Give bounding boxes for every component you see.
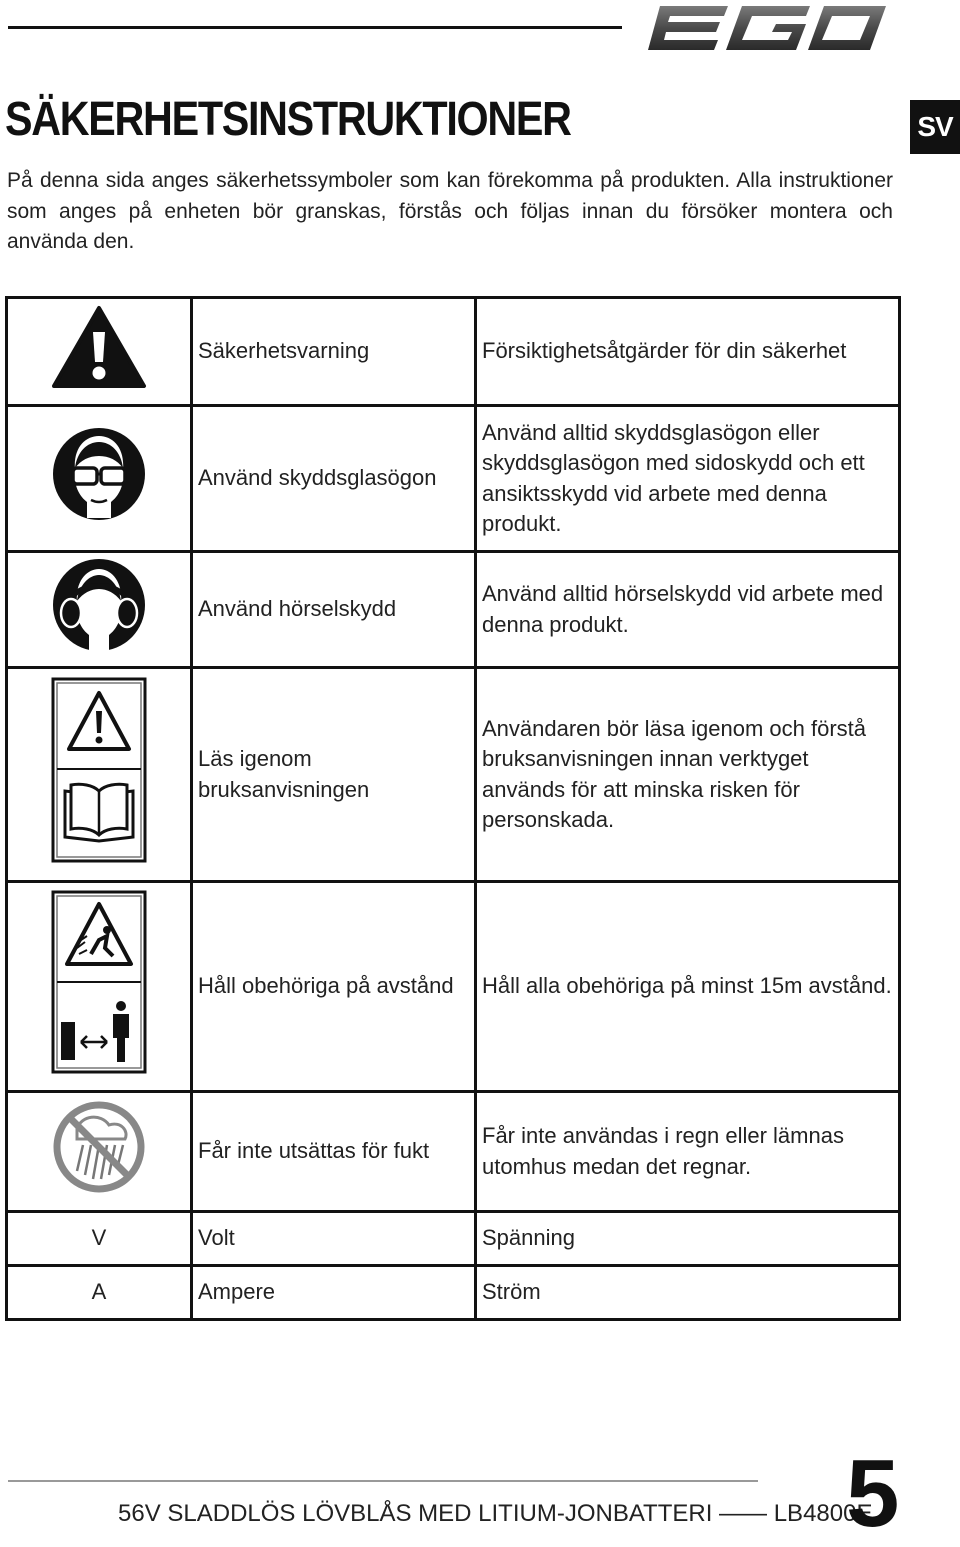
- table-cell-icon: [7, 298, 192, 406]
- warning-triangle-icon: [51, 304, 147, 390]
- page-title: SÄKERHETSINSTRUKTIONER: [5, 93, 571, 146]
- table-cell-icon: [7, 552, 192, 668]
- hearing-protection-icon: [51, 557, 147, 653]
- no-rain-icon: [51, 1099, 147, 1195]
- table-row: [7, 1266, 900, 1320]
- symbol-description: Spänning: [476, 1212, 900, 1266]
- safety-glasses-icon: [51, 426, 147, 522]
- table-cell-icon: [7, 882, 192, 1092]
- unit-symbol: V: [7, 1212, 192, 1266]
- symbol-name: Säkerhetsvarning: [192, 298, 476, 406]
- symbol-name: Volt: [192, 1212, 476, 1266]
- table-row: [7, 552, 900, 668]
- table-row: [7, 298, 900, 406]
- symbol-description: Får inte användas i regn eller lämnas utomhus medan det regnar.: [476, 1092, 900, 1212]
- keep-bystanders-away-icon: [51, 890, 147, 1074]
- symbol-name: Läs igenom bruksanvisningen: [192, 668, 476, 882]
- table-cell-icon: [7, 1092, 192, 1212]
- symbol-description: Håll alla obehöriga på minst 15m avstånd.: [476, 882, 900, 1092]
- symbol-description: Använd alltid hörselskydd vid arbete med denna produkt.: [476, 552, 900, 668]
- symbol-description: Använd alltid skyddsglasögon eller skyddsglasögon med sidoskydd och ett ansiktsskydd vid arbete med denna produkt.: [476, 406, 900, 552]
- symbol-name: Använd skyddsglasögon: [192, 406, 476, 552]
- table-row: [7, 668, 900, 882]
- language-badge: SV: [910, 100, 960, 154]
- symbol-name: Ampere: [192, 1266, 476, 1320]
- symbol-description: Användaren bör läsa igenom och förstå bruksanvisningen innan verktyget används för att minska risken för personskada.: [476, 668, 900, 882]
- read-manual-icon: [51, 677, 147, 863]
- header-rule: [8, 26, 622, 29]
- symbol-description: Försiktighetsåtgärder för din säkerhet: [476, 298, 900, 406]
- table-cell-icon: [7, 668, 192, 882]
- page-number: 5: [846, 1440, 900, 1547]
- table-row: [7, 1092, 900, 1212]
- safety-symbols-table: [5, 296, 901, 1321]
- unit-symbol: A: [7, 1266, 192, 1320]
- ego-logo: [642, 0, 890, 58]
- intro-text: På denna sida anges säkerhetssymboler som kan förekomma på produkten. Alla instruktioner som anges på enheten bör granskas, förstås och följas innan du försöker montera och använda den.: [7, 169, 893, 253]
- table-row: [7, 406, 900, 552]
- table-row: [7, 1212, 900, 1266]
- symbol-description: Ström: [476, 1266, 900, 1320]
- symbol-name: Håll obehöriga på avstånd: [192, 882, 476, 1092]
- footer-rule: [8, 1480, 758, 1482]
- table-row: [7, 882, 900, 1092]
- symbol-name: Får inte utsättas för fukt: [192, 1092, 476, 1212]
- symbol-name: Använd hörselskydd: [192, 552, 476, 668]
- table-cell-icon: [7, 406, 192, 552]
- footer-text: 56V SLADDLÖS LÖVBLÅS MED LITIUM-JONBATTERI —— LB4800E: [118, 1500, 873, 1527]
